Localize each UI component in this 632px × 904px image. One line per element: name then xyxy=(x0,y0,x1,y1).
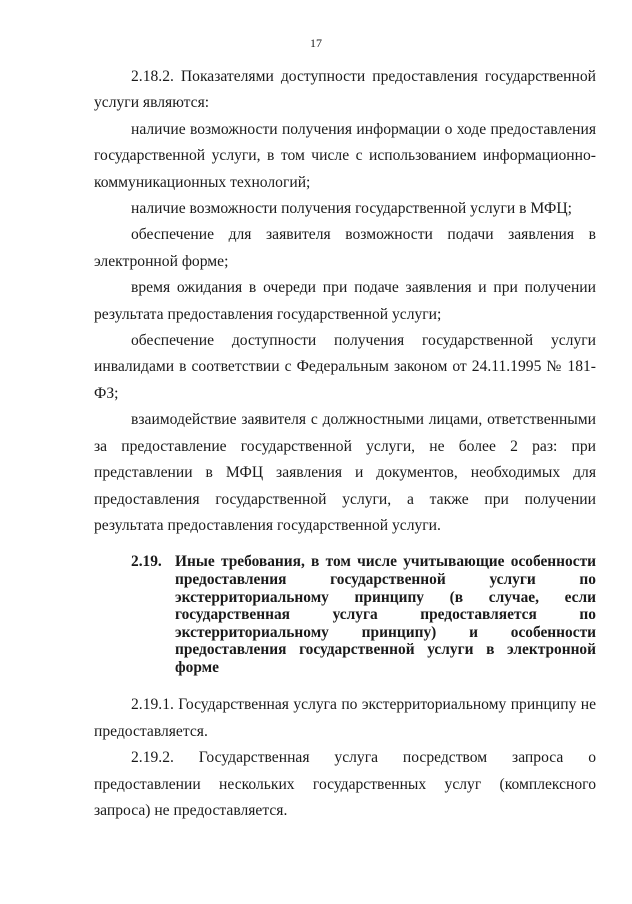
paragraph-2-19-1: 2.19.1. Государственная услуга по экстерриториальному принципу не предоставляется. xyxy=(94,696,596,740)
paragraph-official-interaction: взаимодействие заявителя с должностными лицами, ответственными за предоставление государственной услуги, не более 2 раз: при представлении в МФЦ заявления и документов, необходимых для предоставления государственной услуги, а также при получении результата предоставления государственной услуги. xyxy=(94,411,596,534)
paragraph-2-19-2: 2.19.2. Государственная услуга посредством запроса о предоставлении нескольких государственных услуг (комплексного запроса) не предоставляется. xyxy=(94,749,596,820)
section-2-19-body xyxy=(94,692,596,824)
paragraph-2-18-2: 2.18.2. Показателями доступности предоставления государственной услуги являются: xyxy=(94,68,596,112)
document-body xyxy=(94,64,596,825)
page-number: 17 xyxy=(310,36,322,50)
paragraph-queue-time: время ожидания в очереди при подаче заявления и при получении результата предоставления государственной услуги; xyxy=(94,279,596,323)
paragraph-disability-access: обеспечение доступности получения государственной услуги инвалидами в соответствии с Федеральным законом от 24.11.1995 № 181-ФЗ; xyxy=(94,332,596,402)
paragraph-info-availability: наличие возможности получения информации о ходе предоставления государственной услуги, в том числе с использованием информационно-коммуникационных технологий; xyxy=(94,120,596,191)
section-heading-2-19 xyxy=(94,553,596,676)
paragraph-mfc-availability: наличие возможности получения государственной услуги в МФЦ; xyxy=(131,200,572,218)
section-number: 2.19. xyxy=(131,553,162,571)
paragraph-electronic-application: обеспечение для заявителя возможности подачи заявления в электронной форме; xyxy=(94,226,596,270)
section-title: Иные требования, в том числе учитывающие особенности предоставления государственной услуги по экстерриториальному принципу (в случае, если государственная услуга предоставляется по экстерриториальному принципу) и особенности предоставления государственной услуги в электронной форме xyxy=(175,553,596,676)
